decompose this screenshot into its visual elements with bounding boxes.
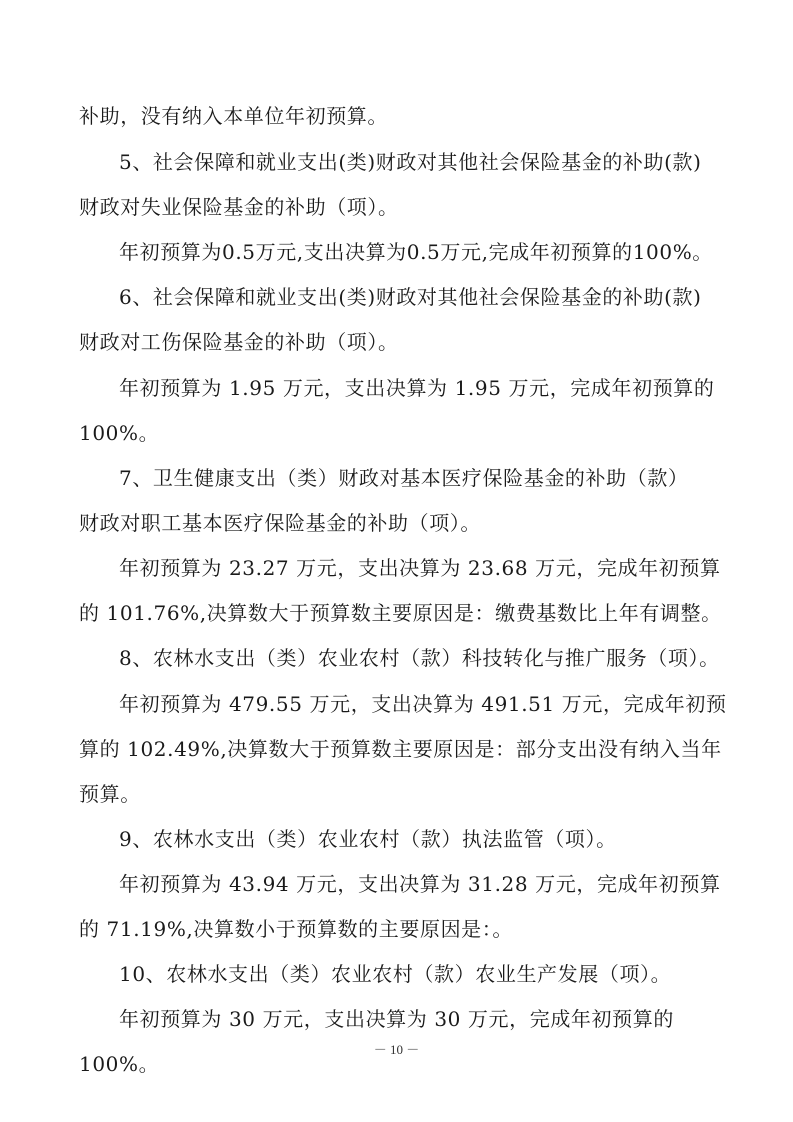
paragraph-line: 6、社会保障和就业支出(类)财政对其他社会保险基金的补助(款) [119,285,702,309]
paragraph-line: 100%。 [79,421,160,445]
paragraph-line: 算的 102.49%,决算数大于预算数主要原因是：部分支出没有纳入当年 [79,737,722,761]
paragraph-line: 10、农林水支出（类）农业农村（款）农业生产发展（项）。 [119,962,672,986]
paragraph-line: 5、社会保障和就业支出(类)财政对其他社会保险基金的补助(款) [119,150,702,174]
paragraph-line: 的 101.76%,决算数大于预算数主要原因是：缴费基数比上年有调整。 [79,601,722,625]
paragraph-line: 财政对失业保险基金的补助（项）。 [79,195,399,219]
page-number: － 10 － [373,1042,420,1057]
paragraph-line: 年初预算为0.5万元,支出决算为0.5万元,完成年初预算的100%。 [119,240,713,264]
paragraph-line: 年初预算为 30 万元，支出决算为 30 万元，完成年初预算的 [119,1007,674,1031]
paragraph-line: 补助，没有纳入本单位年初预算。 [79,104,388,128]
paragraph-line: 年初预算为 23.27 万元，支出决算为 23.68 万元，完成年初预算 [119,556,721,580]
paragraph-line: 财政对工伤保险基金的补助（项）。 [79,330,399,354]
paragraph-line: 年初预算为 479.55 万元，支出决算为 491.51 万元，完成年初预 [119,692,727,716]
paragraph-line: 7、卫生健康支出（类）财政对基本医疗保险基金的补助（款） [119,466,689,490]
paragraph-line: 预算。 [79,782,141,806]
paragraph-line: 9、农林水支出（类）农业农村（款）执法监管（项）。 [119,827,617,851]
paragraph-line: 年初预算为 1.95 万元，支出决算为 1.95 万元，完成年初预算的 [119,376,715,400]
paragraph-line: 8、农林水支出（类）农业农村（款）科技转化与推广服务（项）。 [119,646,720,670]
paragraph-line: 100%。 [79,1052,160,1076]
paragraph-line: 财政对职工基本医疗保险基金的补助（项）。 [79,511,481,535]
paragraph-line: 年初预算为 43.94 万元，支出决算为 31.28 万元，完成年初预算 [119,872,721,896]
paragraph-line: 的 71.19%,决算数小于预算数的主要原因是：。 [79,917,513,941]
